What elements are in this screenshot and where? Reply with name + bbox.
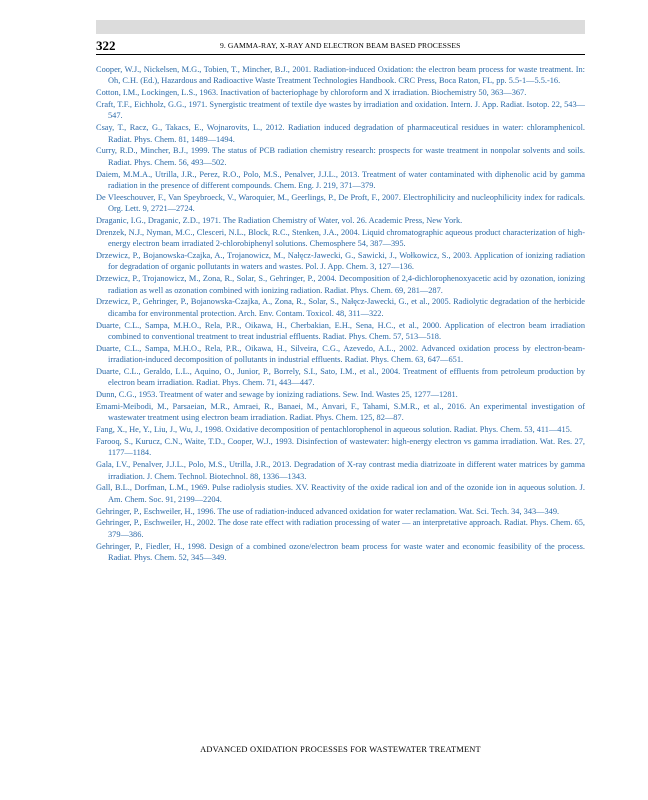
reference-item[interactable]: Drzewicz, P., Gehringer, P., Bojanowska-Czajka, A., Zona, R., Solar, S., Nałęcz-Jawecki, G., et al., 2005. Radiolytic degradation of the herbicide dicamba for environmental protection. Arch. Env. Contam. Toxicol. 48, 311—322.	[96, 297, 585, 318]
reference-item[interactable]: Gehringer, P., Eschweiler, H., 2002. The dose rate effect with radiation processing of water — an interpretative approach. Radiat. Phys. Chem. 65, 379—386.	[96, 518, 585, 539]
reference-item[interactable]: Farooq, S., Kurucz, C.N., Waite, T.D., Cooper, W.J., 1993. Disinfection of wastewater: high-energy electron vs gamma irradiation. Wat. Res. 27, 1177—1184.	[96, 437, 585, 458]
reference-item[interactable]: Curry, R.D., Mincher, B.J., 1999. The status of PCB radiation chemistry research: prospects for waste treatment in nonpolar solvents and soils. Radiat. Phys. Chem. 56, 493—502.	[96, 146, 585, 167]
reference-item[interactable]: Gala, I.V., Penalver, J.J.L., Polo, M.S., Utrilla, J.R., 2013. Degradation of X-ray contrast media diatrizoate in different water matrices by gamma irradiation. J. Chem. Technol. Biotechnol. 88, 1336—1343.	[96, 460, 585, 481]
reference-item[interactable]: Cotton, I.M., Lockingen, L.S., 1963. Inactivation of bacteriophage by chloroform and X irradiation. Biochemistry 50, 363—367.	[96, 88, 527, 98]
reference-item[interactable]: Draganic, I.G., Draganic, Z.D., 1971. The Radiation Chemistry of Water, vol. 26. Academic Press, New York.	[96, 216, 463, 226]
reference-item[interactable]: Gehringer, P., Fiedler, H., 1998. Design of a combined ozone/electron beam process for waste water and economic feasibility of the process. Radiat. Phys. Chem. 52, 345—349.	[96, 541, 585, 563]
page-footer: ADVANCED OXIDATION PROCESSES FOR WASTEWATER TREATMENT	[200, 745, 481, 754]
reference-item[interactable]: Gall, B.L., Dorfman, L.M., 1969. Pulse radiolysis studies. XV. Reactivity of the oxide radical ion and of the ozonide ion in aqueous solution. J. Am. Chem. Soc. 91, 2199—2204.	[96, 483, 585, 504]
reference-item[interactable]: Daiem, M.M.A., Utrilla, J.R., Perez, R.O., Polo, M.S., Penalver, J.J.L., 2013. Treatment of water contaminated with diphenolic acid by gamma radiation in the presence of different compounds. Chem. Eng. J. 219, 371—379.	[96, 169, 585, 191]
reference-list	[96, 64, 585, 564]
reference-item[interactable]: Duarte, C.L., Sampa, M.H.O., Rela, P.R., Oikawa, H., Silveira, C.G., Azevedo, A.L., 2002. Advanced oxidation process by electron-beam-irradiation-induced decomposition of pollutants in industrial effluents. Radiat. Phys. Chem. 63, 647—651.	[96, 343, 585, 365]
reference-item[interactable]: Dunn, C.G., 1953. Treatment of water and sewage by ionizing radiations. Sew. Ind. Wastes 25, 1277—1281.	[96, 390, 458, 400]
reference-item[interactable]: Drzewicz, P., Bojanowska-Czajka, A., Trojanowicz, M., Nałęcz-Jawecki, G., Sawicki, J., Wołkowicz, S., 2003. Application of ionizing radiation for degradation of organic pollutants in waters and wastes. Pol. J. App. Chem. 3, 127—136.	[96, 251, 585, 272]
reference-item[interactable]: Craft, T.F., Eichholz, G.G., 1971. Synergistic treatment of textile dye wastes by irradiation and oxidation. Intern. J. App. Radiat. Isotop. 22, 543—547.	[96, 100, 585, 121]
reference-item[interactable]: Duarte, C.L., Geraldo, L.L., Aquino, O., Junior, P., Borrely, S.I., Sato, I.M., et al., 2004. Treatment of effluents from petroleum production by electron beam irradiation. Radiat. Phys. Chem. 71, 443—447.	[96, 367, 585, 388]
reference-item[interactable]: De Vleeschouver, F., Van Speybroeck, V., Waroquier, M., Geerlings, P., De Proft, F., 2007. Electrophilicity and nucleophilicity index for radicals. Org. Lett. 9, 2721—2724.	[96, 192, 585, 214]
reference-item[interactable]: Cooper, W.J., Nickelsen, M.G., Tobien, T., Mincher, B.J., 2001. Radiation-induced Oxidation: the electron beam process for waste treatment. In: Oh, C.H. (Ed.), Hazardous and Radioactive Waste Treatment Technologies Handbook. CRC Press, Boca Raton, FL, pp. 5.5-1—5.5.-16.	[96, 65, 585, 86]
reference-item[interactable]: Csay, T., Racz, G., Takacs, E., Wojnarovits, L., 2012. Radiation induced degradation of pharmaceutical residues in water: chloramphenicol. Radiat. Phys. Chem. 81, 1489—1494.	[96, 123, 585, 144]
reference-item[interactable]: Emami-Meibodi, M., Parsaeian, M.R., Amraei, R., Banaei, M., Anvari, F., Tahami, S.M.R., et al., 2016. An experimental investigation of wastewater treatment using electron beam irradiation. Radiat. Phys. Chem. 125, 82—87.	[96, 402, 585, 423]
page-number: 322	[96, 38, 116, 53]
reference-item[interactable]: Duarte, C.L., Sampa, M.H.O., Rela, P.R., Oikawa, H., Cherbakian, E.H., Sena, H.C., et al., 2000. Application of electron beam irradiation combined to conventional treatment to treat industrial effluents. Radiat. Phys. Chem. 57, 513—518.	[96, 320, 585, 342]
reference-item[interactable]: Fang, X., He, Y., Liu, J., Wu, J., 1998. Oxidative decomposition of pentachlorophenol in aqueous solution. Radiat. Phys. Chem. 53, 411—415.	[96, 425, 572, 435]
running-head: 9. GAMMA-RAY, X-RAY AND ELECTRON BEAM BASED PROCESSES	[220, 41, 461, 50]
header-shade-bar	[96, 20, 585, 34]
page-header	[96, 38, 585, 55]
reference-item[interactable]: Drzewicz, P., Trojanowicz, M., Zona, R., Solar, S., Gehringer, P., 2004. Decomposition of 2,4-dichlorophenoxyacetic acid by ozonation, ionizing radiation as well as ozonation combined with ionizing radiation. Radiat. Phys. Chem. 69, 281—287.	[96, 274, 585, 295]
reference-item[interactable]: Gehringer, P., Eschweiler, H., 1996. The use of radiation-induced advanced oxidation for water reclamation. Wat. Sci. Tech. 34, 343—349.	[96, 506, 560, 516]
reference-item[interactable]: Drenzek, N.J., Nyman, M.C., Clesceri, N.L., Block, R.C., Stenken, J.A., 2004. Liquid chromatographic aqueous product characterization of high-energy electron beam irradiated 2-chlorobiphenyl solutions. Chemosphere 54, 387—395.	[96, 227, 585, 249]
